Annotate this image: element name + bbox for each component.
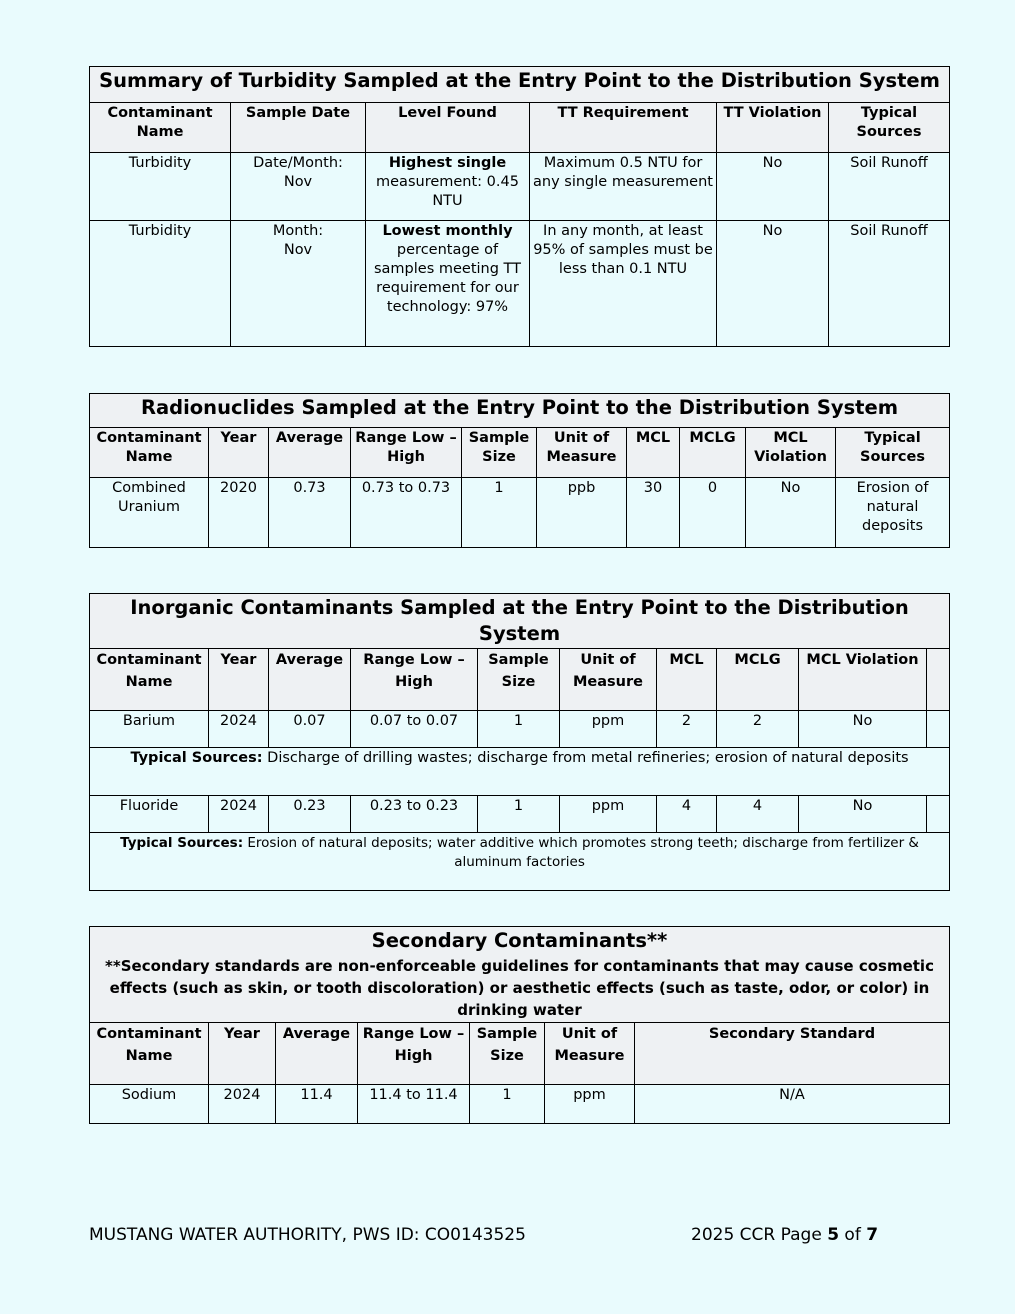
cell-unit: ppm	[545, 1085, 635, 1124]
cell-mclg: 0	[680, 478, 746, 548]
footer-of: of	[839, 1225, 867, 1245]
cell-contaminant: Fluoride	[90, 796, 209, 833]
cell-level-found	[366, 221, 530, 347]
cell-mcl: 30	[627, 478, 680, 548]
cell-average: 0.23	[269, 796, 351, 833]
sources-label: Typical Sources:	[130, 750, 263, 766]
cell-average: 0.07	[269, 711, 351, 748]
cell-secondary-standard: N/A	[635, 1085, 950, 1124]
cell-mcl-violation: No	[799, 711, 927, 748]
cell-mcl-violation: No	[746, 478, 836, 548]
cell-mcl: 2	[657, 711, 717, 748]
cell-average: 0.73	[269, 478, 351, 548]
secondary-table	[89, 926, 950, 1124]
current-page: 5	[827, 1225, 840, 1245]
cell-sources: Soil Runoff	[829, 153, 950, 221]
header-contaminant-name: Contaminant Name	[90, 649, 209, 711]
cell-year: 2024	[209, 1085, 276, 1124]
header-range: Range Low – High	[358, 1023, 470, 1085]
total-pages: 7	[866, 1225, 879, 1245]
cell-violation: No	[717, 221, 829, 347]
cell-sources: Erosion of natural deposits	[836, 478, 950, 548]
date-label: Date/Month:	[253, 155, 343, 171]
header-mcl: MCL	[657, 649, 717, 711]
header-range: Range Low – High	[351, 649, 478, 711]
typical-sources-fluoride	[90, 833, 950, 891]
level-rest: percentage of samples meeting TT requirement for our technology: 97%	[373, 242, 522, 315]
table-row	[90, 796, 950, 833]
cell-level-found	[366, 153, 530, 221]
cell-mcl-violation: No	[799, 796, 927, 833]
header-sample-date: Sample Date	[231, 103, 366, 153]
cell-requirement: Maximum 0.5 NTU for any single measurement	[530, 153, 717, 221]
cell-unit: ppb	[537, 478, 627, 548]
table-row	[90, 153, 950, 221]
cell-range: 0.73 to 0.73	[351, 478, 462, 548]
table-row	[90, 1085, 950, 1124]
cell-range: 0.07 to 0.07	[351, 711, 478, 748]
footer-prefix: 2025 CCR Page	[691, 1225, 828, 1245]
cell-spacer	[927, 796, 950, 833]
header-range: Range Low – High	[351, 428, 462, 478]
header-contaminant-name: Contaminant Name	[90, 1023, 209, 1085]
level-rest: measurement: 0.45 NTU	[376, 174, 519, 209]
sources-text: Erosion of natural deposits; water additive which promotes strong teeth; discharge from fertilizer & aluminum factories	[247, 835, 919, 870]
cell-sample-size: 1	[470, 1085, 545, 1124]
header-mcl-violation: MCL Violation	[746, 428, 836, 478]
cell-range: 11.4 to 11.4	[358, 1085, 470, 1124]
cell-sample-size: 1	[478, 711, 560, 748]
date-value: Nov	[283, 242, 313, 258]
cell-contaminant: Combined Uranium	[90, 478, 209, 548]
cell-contaminant: Barium	[90, 711, 209, 748]
table-row	[90, 711, 950, 748]
inorganic-title: Inorganic Contaminants Sampled at the Entry Point to the Distribution System	[90, 594, 950, 649]
header-typical-sources: Typical Sources	[829, 103, 950, 153]
footer-page-number	[691, 1224, 878, 1246]
header-sample-size: Sample Size	[470, 1023, 545, 1085]
header-spacer	[927, 649, 950, 711]
cell-unit: ppm	[560, 711, 657, 748]
radionuclides-title: Radionuclides Sampled at the Entry Point to the Distribution System	[90, 394, 950, 428]
cell-violation: No	[717, 153, 829, 221]
header-unit: Unit of Measure	[545, 1023, 635, 1085]
cell-spacer	[927, 711, 950, 748]
table-row	[90, 478, 950, 548]
header-unit: Unit of Measure	[560, 649, 657, 711]
header-mclg: MCLG	[717, 649, 799, 711]
header-average: Average	[276, 1023, 358, 1085]
header-tt-violation: TT Violation	[717, 103, 829, 153]
cell-sample-size: 1	[462, 478, 537, 548]
cell-mclg: 2	[717, 711, 799, 748]
turbidity-title: Summary of Turbidity Sampled at the Entry Point to the Distribution System	[90, 67, 950, 103]
header-average: Average	[269, 428, 351, 478]
table-row	[90, 221, 950, 347]
footer-left: MUSTANG WATER AUTHORITY, PWS ID: CO0143525	[89, 1225, 526, 1245]
cell-sources: Soil Runoff	[829, 221, 950, 347]
date-label: Month:	[272, 223, 324, 239]
header-typical-sources: Typical Sources	[836, 428, 950, 478]
cell-contaminant: Sodium	[90, 1085, 209, 1124]
cell-sample-size: 1	[478, 796, 560, 833]
header-mcl-violation: MCL Violation	[799, 649, 927, 711]
cell-range: 0.23 to 0.23	[351, 796, 478, 833]
secondary-title-cell	[90, 927, 950, 1023]
radionuclides-table	[89, 393, 950, 548]
cell-unit: ppm	[560, 796, 657, 833]
header-year: Year	[209, 428, 269, 478]
inorganic-table	[89, 593, 950, 891]
header-year: Year	[209, 649, 269, 711]
cell-contaminant: Turbidity	[90, 221, 231, 347]
header-secondary-standard: Secondary Standard	[635, 1023, 950, 1085]
header-contaminant-name: Contaminant Name	[90, 103, 231, 153]
cell-mclg: 4	[717, 796, 799, 833]
date-value: Nov	[283, 174, 313, 190]
header-unit: Unit of Measure	[537, 428, 627, 478]
cell-sample-date	[231, 153, 366, 221]
header-mcl: MCL	[627, 428, 680, 478]
secondary-subtitle: **Secondary standards are non-enforceable guidelines for contaminants that may cause cosmetic effects (such as skin, or tooth discoloration) or aesthetic effects (such as taste, odor, or color) in drinking water	[105, 957, 934, 1019]
sources-text: Discharge of drilling wastes; discharge from metal refineries; erosion of natural deposits	[267, 750, 909, 766]
level-bold: Highest single	[388, 155, 507, 171]
cell-requirement: In any month, at least 95% of samples must be less than 0.1 NTU	[530, 221, 717, 347]
cell-mcl: 4	[657, 796, 717, 833]
typical-sources-barium	[90, 748, 950, 796]
header-sample-size: Sample Size	[462, 428, 537, 478]
header-level-found: Level Found	[366, 103, 530, 153]
sources-label: Typical Sources:	[120, 835, 244, 851]
header-sample-size: Sample Size	[478, 649, 560, 711]
level-bold: Lowest monthly	[382, 223, 513, 239]
cell-average: 11.4	[276, 1085, 358, 1124]
header-tt-requirement: TT Requirement	[530, 103, 717, 153]
turbidity-table	[89, 66, 950, 347]
cell-year: 2024	[209, 796, 269, 833]
header-contaminant-name: Contaminant Name	[90, 428, 209, 478]
cell-year: 2024	[209, 711, 269, 748]
secondary-title: Secondary Contaminants**	[371, 929, 668, 952]
header-mclg: MCLG	[680, 428, 746, 478]
cell-contaminant: Turbidity	[90, 153, 231, 221]
cell-sample-date	[231, 221, 366, 347]
cell-year: 2020	[209, 478, 269, 548]
header-year: Year	[209, 1023, 276, 1085]
header-average: Average	[269, 649, 351, 711]
